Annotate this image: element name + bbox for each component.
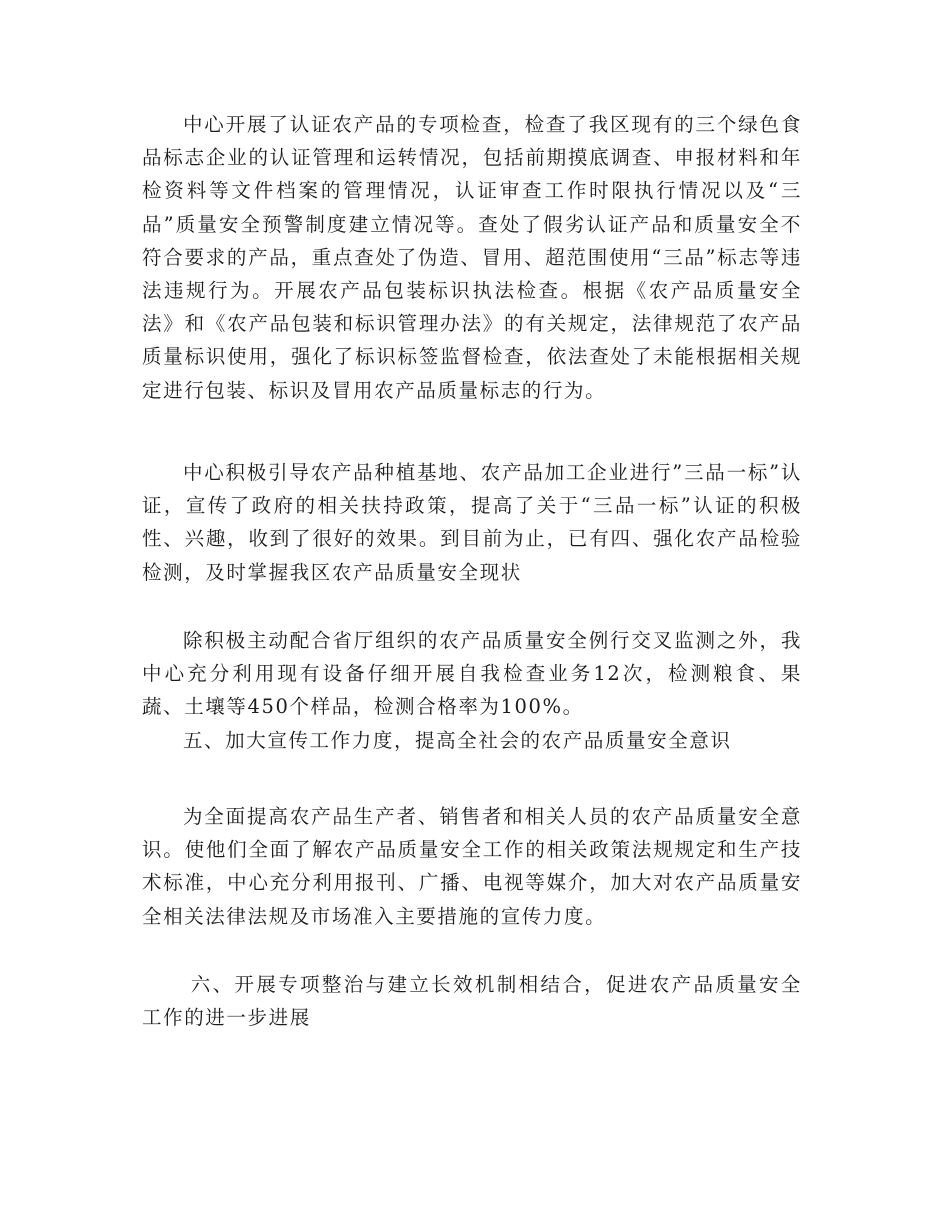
section-heading-publicity: 五、加大宣传工作力度，提高全社会的农产品质量安全意识 <box>182 729 732 752</box>
paragraph-testing-results: 除积极主动配合省厅组织的农产品质量安全例行交叉监测之外，我中心充分利用现有设备仔细开展自我检查业务12次，检测粮食、果蔬、土壤等450个样品，检测合格率为100%。 <box>142 629 802 719</box>
paragraph-publicity: 为全面提高农产品生产者、销售者和相关人员的农产品质量安全意识。使他们全面了解农产品质量安全工作的相关政策法规规定和生产技术标准，中心充分利用报刊、广播、电视等媒介，加大对农产品质量安全相关法律法规及市场准入主要措施的宣传力度。 <box>142 805 802 928</box>
paragraph-certification-inspection: 中心开展了认证农产品的专项检查，检查了我区现有的三个绿色食品标志企业的认证管理和运转情况，包括前期摸底调查、申报材料和年检资料等文件档案的管理情况，认证审查工作时限执行情况以及“三品”质量安全预警制度建立情况等。查处了假劣认证产品和质量安全不符合要求的产品，重点查处了伪造、冒用、超范围使用“三品”标志等违法违规行为。开展农产品包装标识执法检查。根据《农产品质量安全法》和《农产品包装和标识管理办法》的有关规定，法律规范了农产品质量标识使用，强化了标识标签监督检查，依法查处了未能根据相关规定进行包装、标识及冒用农产品质量标志的行为。 <box>142 113 802 402</box>
section-heading-long-term-mechanism: 六、开展专项整治与建立长效机制相结合，促进农产品质量安全工作的进一步进展 <box>142 973 802 1030</box>
paragraph-certification-guidance: 中心积极引导农产品种植基地、农产品加工企业进行”三品一标”认证，宣传了政府的相关扶持政策，提高了关于“三品一标”认证的积极性、兴趣，收到了很好的效果。到目前为止，已有四、强化农产品检验检测，及时掌握我区农产品质量安全现状 <box>142 461 802 584</box>
